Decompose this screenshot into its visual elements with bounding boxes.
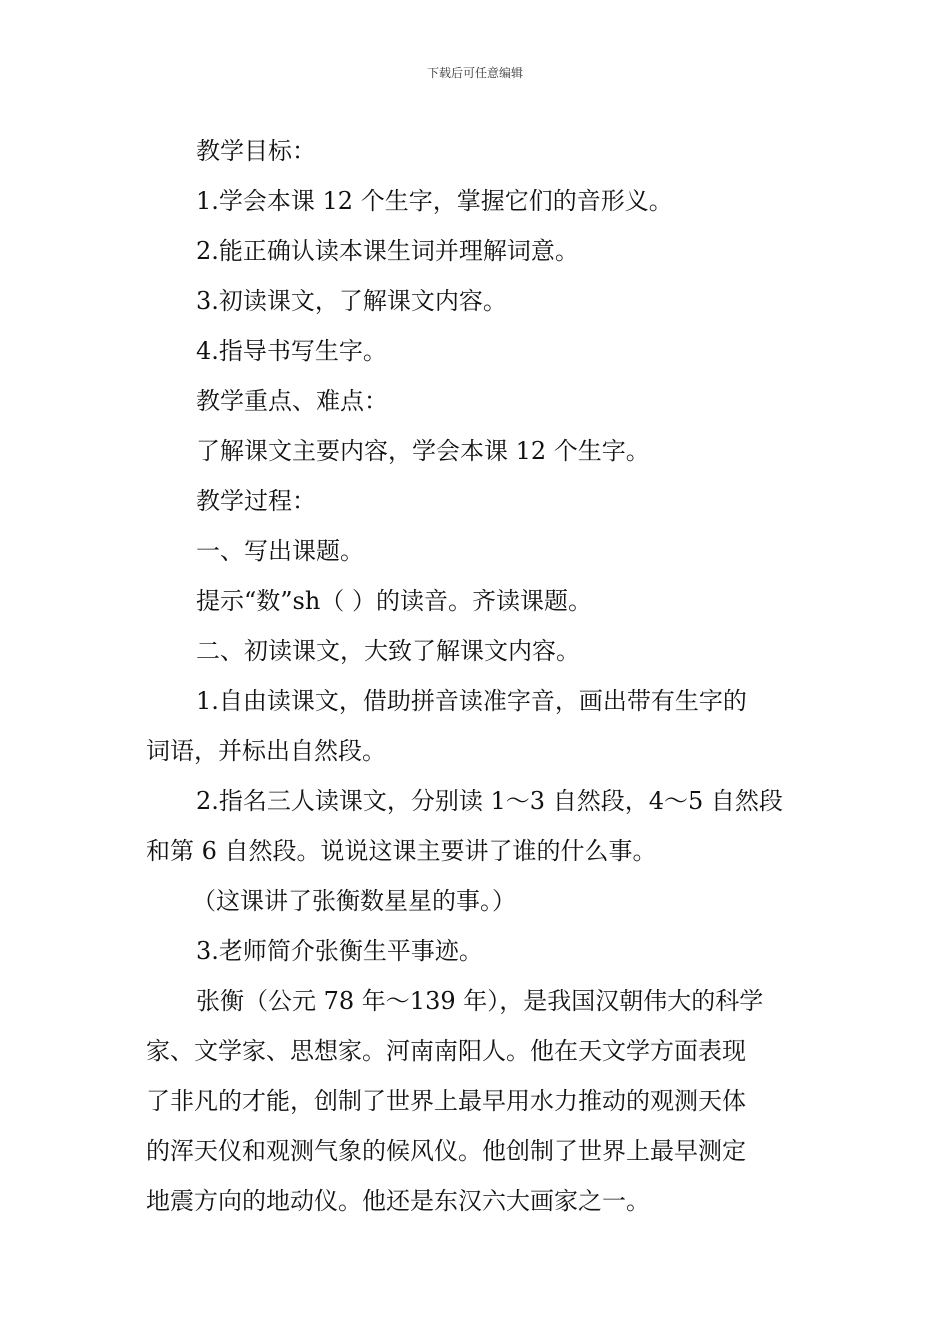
- biography-paragraph-line-5: 地震方向的地动仪。他还是东汉六大画家之一。: [146, 1187, 650, 1215]
- key-points-text: 了解课文主要内容，学会本课 12 个生字。: [196, 437, 650, 465]
- process-step-2-item-2-cont: 和第 6 自然段。说说这课主要讲了谁的什么事。: [146, 837, 657, 865]
- biography-paragraph-line-1: 张衡（公元 78 年～139 年），是我国汉朝伟大的科学: [196, 987, 764, 1015]
- biography-paragraph-line-3: 了非凡的才能，创制了世界上最早用水力推动的观测天体: [146, 1087, 746, 1115]
- biography-paragraph-line-4: 的浑天仪和观测气象的候风仪。他创制了世界上最早测定: [146, 1137, 746, 1165]
- document-body: [146, 126, 810, 1226]
- section-heading-key-points: 教学重点、难点：: [196, 387, 388, 415]
- process-step-2-item-1-cont: 词语，并标出自然段。: [146, 737, 386, 765]
- process-step-2-item-1: 1.自由读课文，借助拼音读准字音，画出带有生字的: [196, 687, 747, 715]
- process-step-1: 一、写出课题。: [196, 537, 364, 565]
- objective-item-3: 3.初读课文，了解课文内容。: [196, 287, 507, 315]
- objective-item-4: 4.指导书写生字。: [196, 337, 387, 365]
- objective-item-2: 2.能正确认读本课生词并理解词意。: [196, 237, 579, 265]
- process-step-2-item-2: 2.指名三人读课文，分别读 1～3 自然段，4～5 自然段: [196, 787, 783, 815]
- process-step-2-item-3: 3.老师简介张衡生平事迹。: [196, 937, 483, 965]
- objective-item-1: 1.学会本课 12 个生字，掌握它们的音形义。: [196, 187, 673, 215]
- section-heading-process: 教学过程：: [196, 487, 316, 515]
- process-step-2-item-2-answer: （这课讲了张衡数星星的事。）: [192, 887, 516, 915]
- biography-paragraph-line-2: 家、文学家、思想家。河南南阳人。他在天文学方面表现: [146, 1037, 746, 1065]
- process-step-1-detail: 提示“数”sh（ ）的读音。齐读课题。: [196, 587, 592, 615]
- page-header-note: 下载后可任意编辑: [426, 66, 523, 80]
- process-step-2: 二、初读课文，大致了解课文内容。: [196, 637, 580, 665]
- section-heading-objectives: 教学目标：: [196, 137, 316, 165]
